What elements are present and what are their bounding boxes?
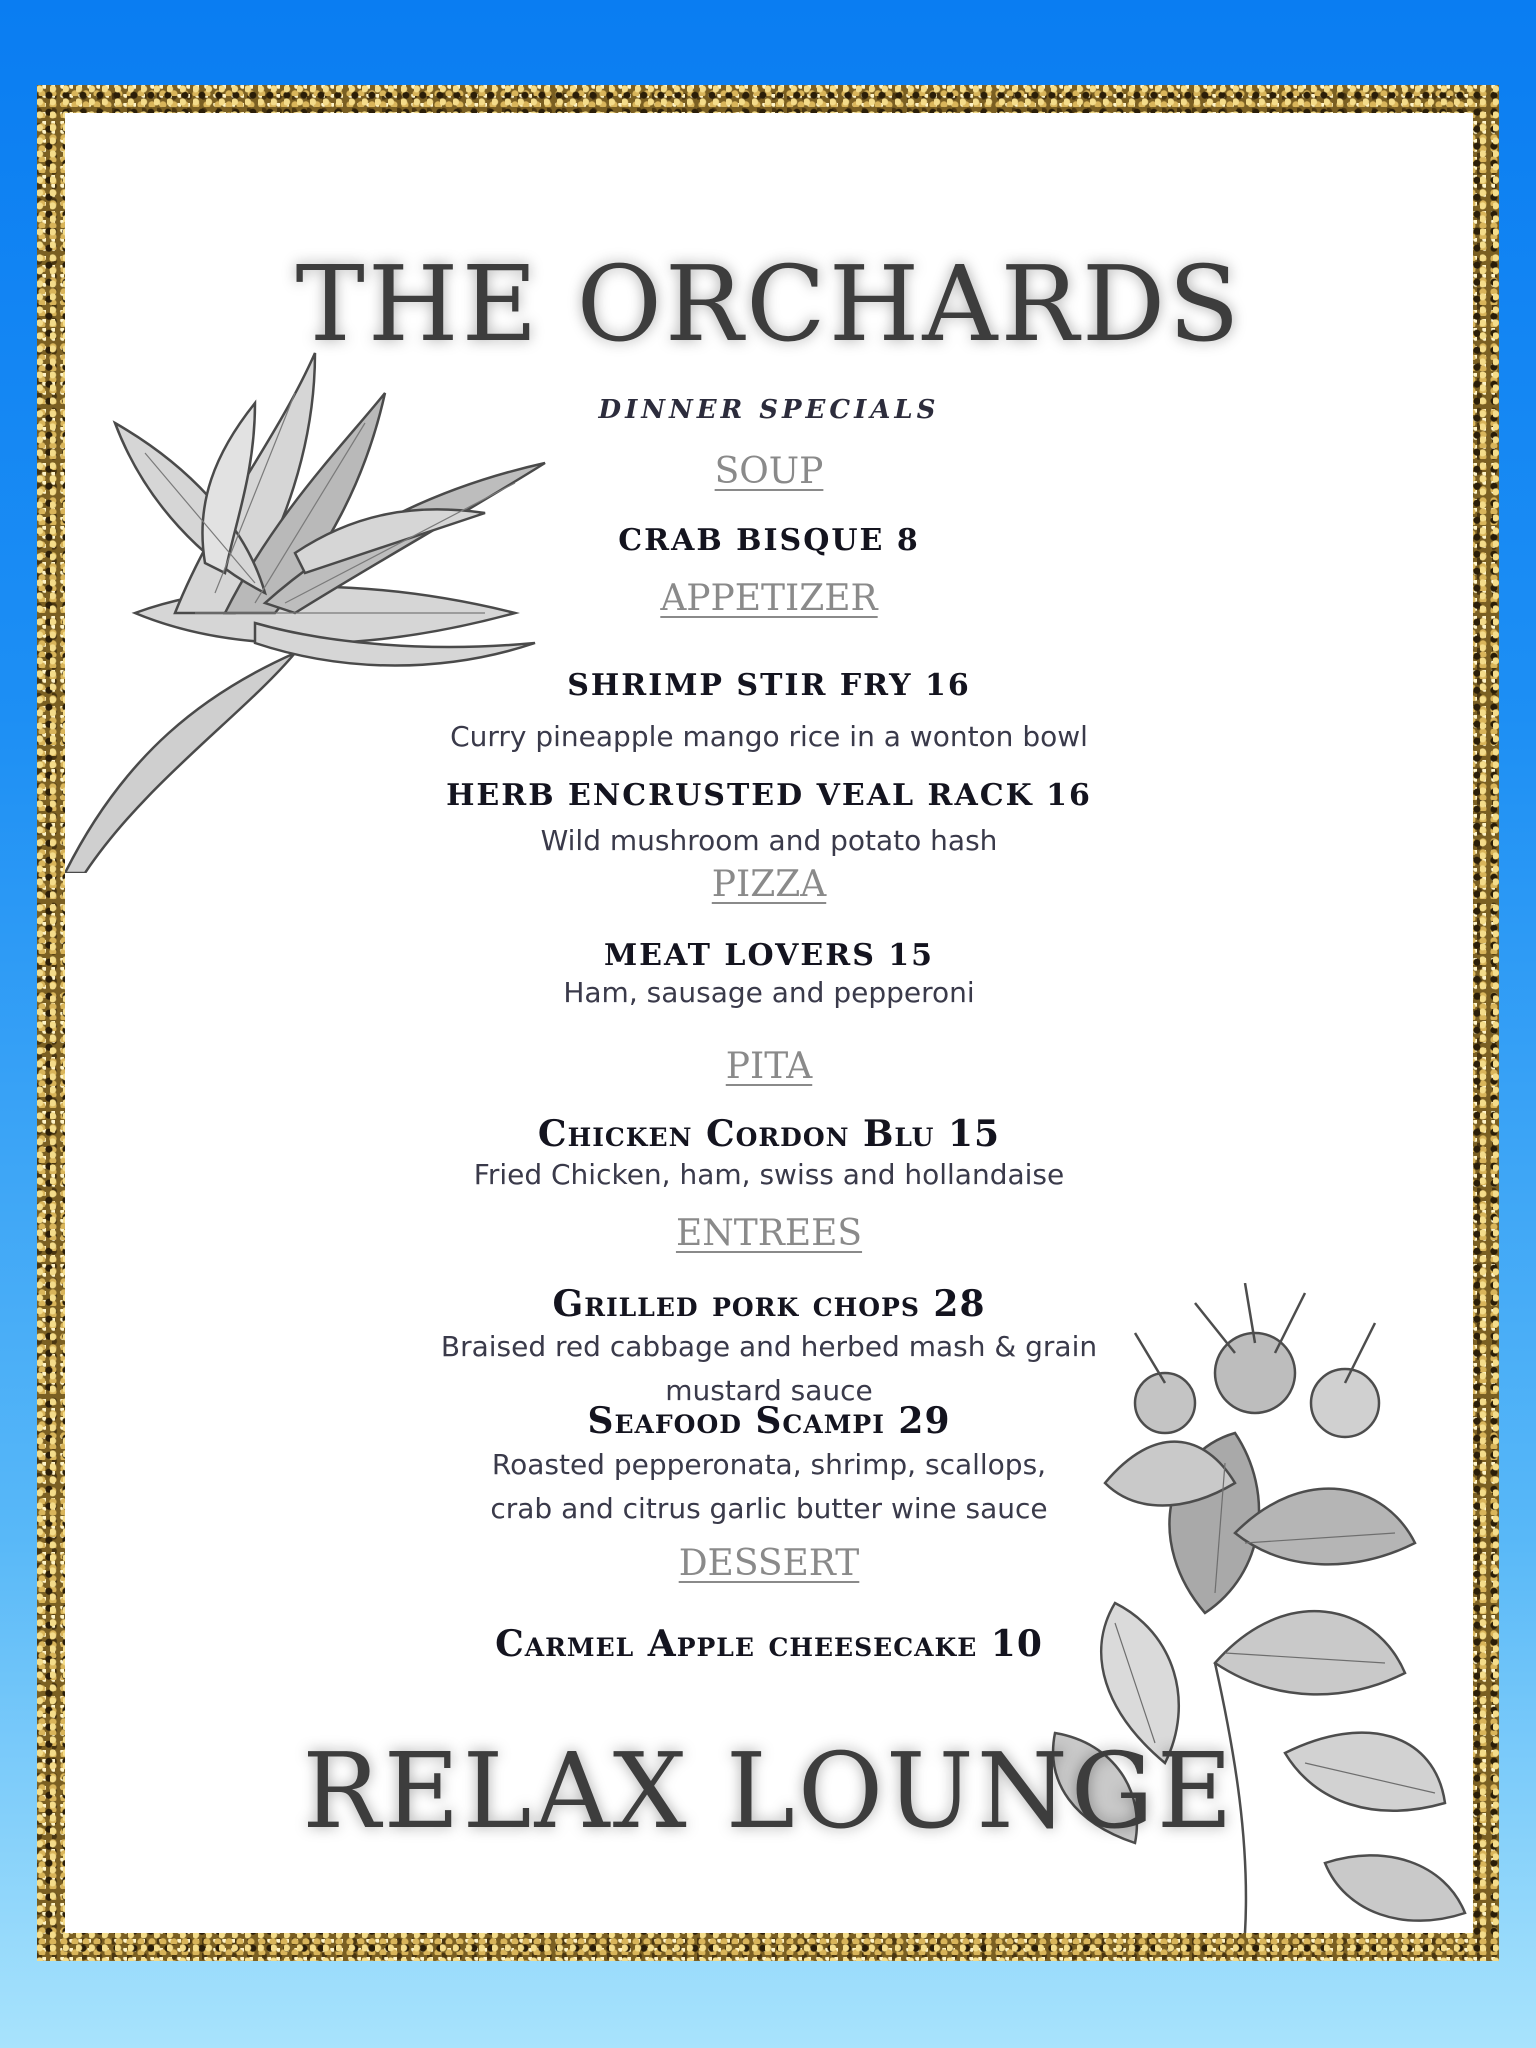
section-heading-pizza: PIZZA: [711, 864, 827, 905]
section-heading-entrees: ENTREES: [675, 1213, 863, 1254]
dish-grilled-pork-chops: Grilled pork chops 28: [552, 1283, 986, 1325]
dish-chicken-cordon-blu: Chicken Cordon Blu 15: [537, 1113, 1001, 1155]
dish-carmel-apple-cheesecake: Carmel Apple cheesecake 10: [495, 1623, 1043, 1665]
section-heading-appetizer: APPETIZER: [660, 578, 878, 619]
dish-grilled-pork-chops-description-line-2: mustard sauce: [665, 1374, 873, 1407]
menu-card: [65, 113, 1473, 1933]
dish-meat-lovers: MEAT LOVERS 15: [603, 938, 935, 973]
section-heading-pita: PITA: [725, 1046, 813, 1087]
dish-chicken-cordon-blu-description: Fried Chicken, ham, swiss and hollandaise: [473, 1158, 1065, 1191]
dish-seafood-scampi: Seafood Scampi 29: [587, 1400, 951, 1442]
dish-crab-bisque: CRAB BISQUE 8: [618, 523, 920, 558]
lounge-name: RELAX LOUNGE: [302, 1730, 1236, 1852]
menu-subtitle: DINNER SPECIALS: [598, 395, 940, 425]
dish-meat-lovers-description: Ham, sausage and pepperoni: [563, 976, 975, 1009]
section-heading-dessert: DESSERT: [678, 1543, 860, 1584]
restaurant-title: THE ORCHARDS: [295, 243, 1243, 365]
dish-herb-encrusted-veal-rack-description: Wild mushroom and potato hash: [540, 824, 998, 857]
section-heading-soup: SOUP: [714, 451, 824, 492]
dish-shrimp-stir-fry-description: Curry pineapple mango rice in a wonton bowl: [450, 720, 1088, 753]
dish-seafood-scampi-description-line-1: Roasted pepperonata, shrimp, scallops,: [491, 1448, 1047, 1481]
dish-seafood-scampi-description-line-2: crab and citrus garlic butter wine sauce: [490, 1492, 1048, 1525]
dish-herb-encrusted-veal-rack: HERB ENCRUSTED VEAL RACK 16: [446, 778, 1092, 813]
dish-shrimp-stir-fry: SHRIMP STIR FRY 16: [567, 668, 971, 703]
dish-grilled-pork-chops-description-line-1: Braised red cabbage and herbed mash & grain: [440, 1330, 1098, 1363]
